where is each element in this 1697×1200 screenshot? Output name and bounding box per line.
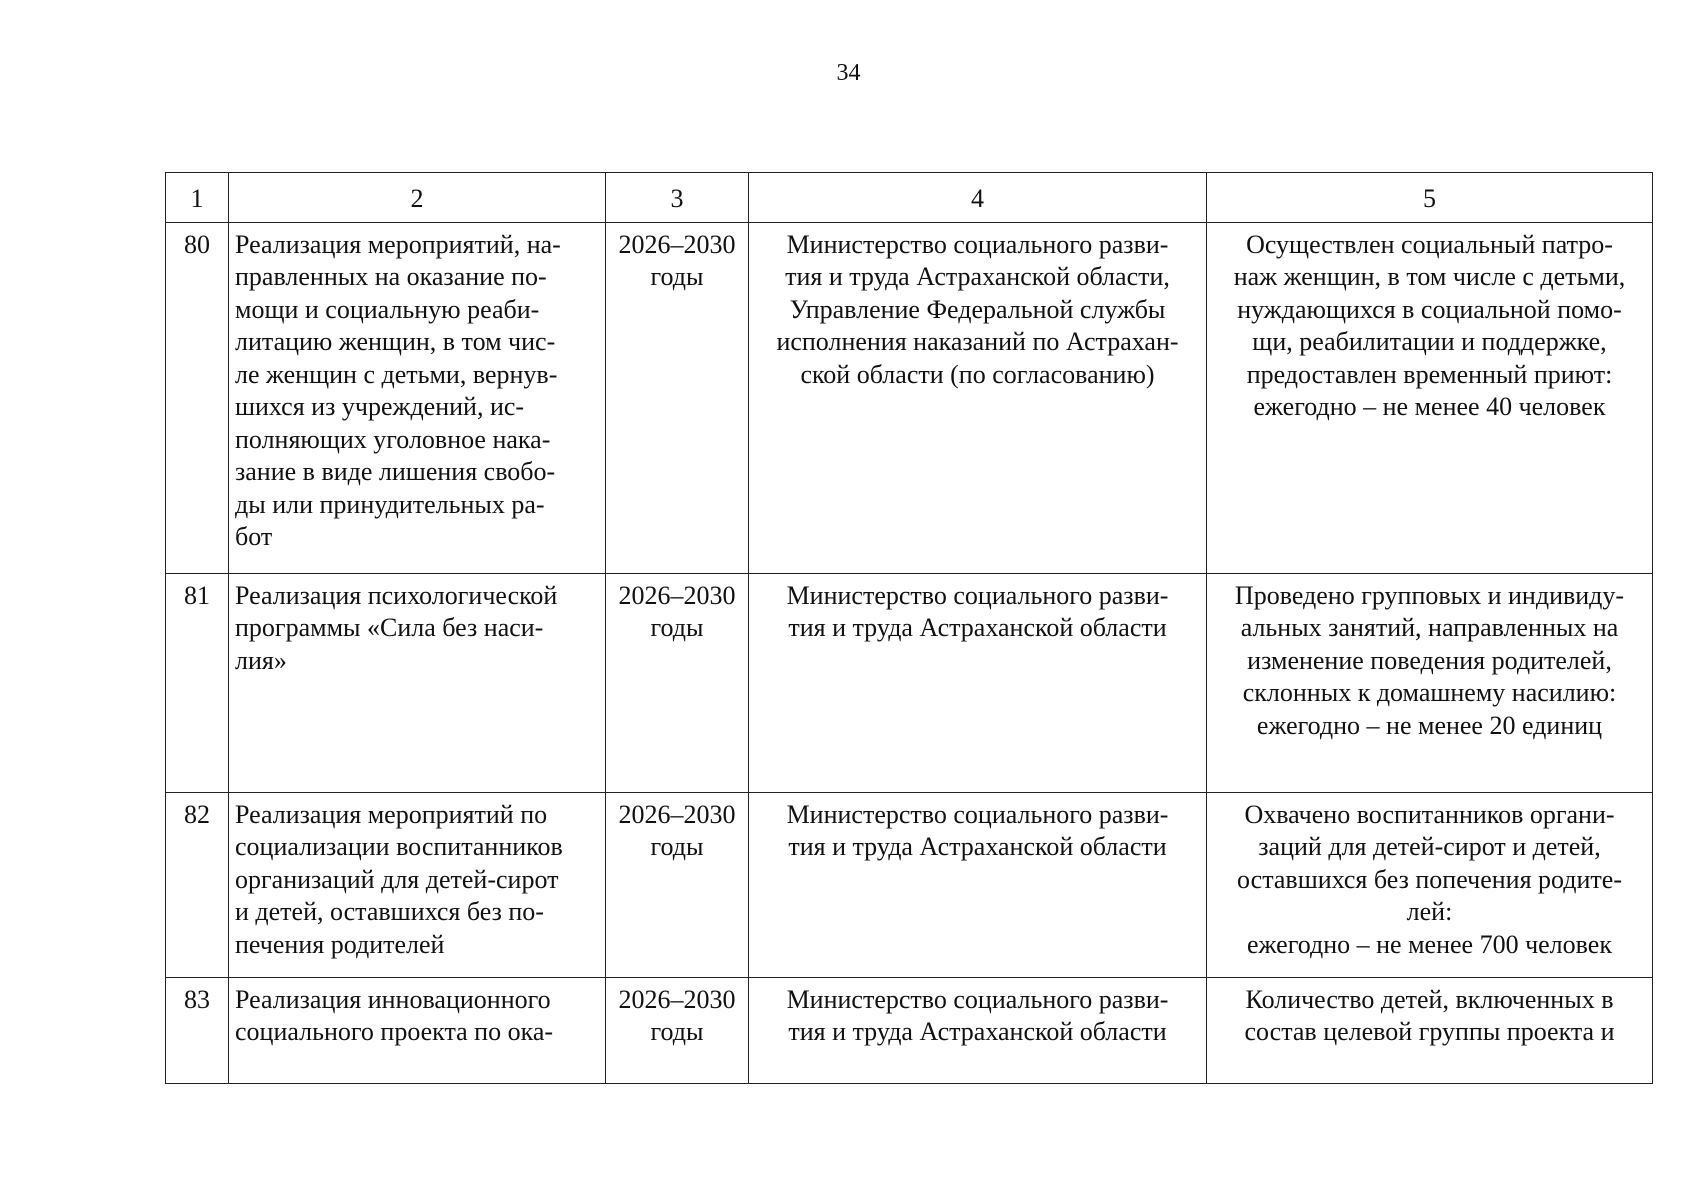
measure-executor: Министерство социального разви- тия и труда Астраханской области <box>749 792 1207 977</box>
measure-period: 2026–2030 годы <box>606 792 749 977</box>
page-number: 34 <box>836 60 861 86</box>
table-row <box>166 977 1653 1083</box>
table-row <box>166 792 1653 977</box>
header-col-4: 4 <box>749 173 1207 223</box>
measure-name: Реализация психологической программы «Сила без наси- лия» <box>229 573 606 792</box>
measure-period: 2026–2030 годы <box>606 573 749 792</box>
header-col-5: 5 <box>1207 173 1653 223</box>
measure-period: 2026–2030 годы <box>606 977 749 1083</box>
row-number: 81 <box>166 573 229 792</box>
row-number: 82 <box>166 792 229 977</box>
table-header-row <box>166 173 1653 223</box>
measure-executor: Министерство социального разви- тия и труда Астраханской области <box>749 977 1207 1083</box>
measure-name: Реализация мероприятий, на- правленных на оказание по- мощи и социальную реаби- литацию женщин, в том чис- ле женщин с детьми, вернув- шихся из учреждений, ис- полняющих уголовное нака- зание в виде лишения свобо- ды или принудительных ра- бот <box>229 222 606 573</box>
header-col-2: 2 <box>229 173 606 223</box>
header-col-1: 1 <box>166 173 229 223</box>
measure-result: Проведено групповых и индивиду- альных занятий, направленных на изменение поведения родителей, склонных к домашнему насилию: ежегодно – не менее 20 единиц <box>1207 573 1653 792</box>
measure-name: Реализация мероприятий по социализации воспитанников организаций для детей-сирот и детей, оставшихся без по- печения родителей <box>229 792 606 977</box>
measure-period: 2026–2030 годы <box>606 222 749 573</box>
measure-result: Охвачено воспитанников органи- заций для детей-сирот и детей, оставшихся без попечения родите- лей: ежегодно – не менее 700 человек <box>1207 792 1653 977</box>
header-col-3: 3 <box>606 173 749 223</box>
table-row <box>166 222 1653 573</box>
measure-result: Осуществлен социальный патро- наж женщин, в том числе с детьми, нуждающихся в социальной помо- щи, реабилитации и поддержке, предоставлен временный приют: ежегодно – не менее 40 человек <box>1207 222 1653 573</box>
measure-result: Количество детей, включенных в состав целевой группы проекта и <box>1207 977 1653 1083</box>
measure-executor: Министерство социального разви- тия и труда Астраханской области <box>749 573 1207 792</box>
row-number: 83 <box>166 977 229 1083</box>
table-row <box>166 573 1653 792</box>
measure-name: Реализация инновационного социального проекта по ока- <box>229 977 606 1083</box>
row-number: 80 <box>166 222 229 573</box>
measures-table <box>165 172 1653 1084</box>
measure-executor: Министерство социального разви- тия и труда Астраханской области, Управление Федеральной службы исполнения наказаний по Астрахан- ской области (по согласованию) <box>749 222 1207 573</box>
